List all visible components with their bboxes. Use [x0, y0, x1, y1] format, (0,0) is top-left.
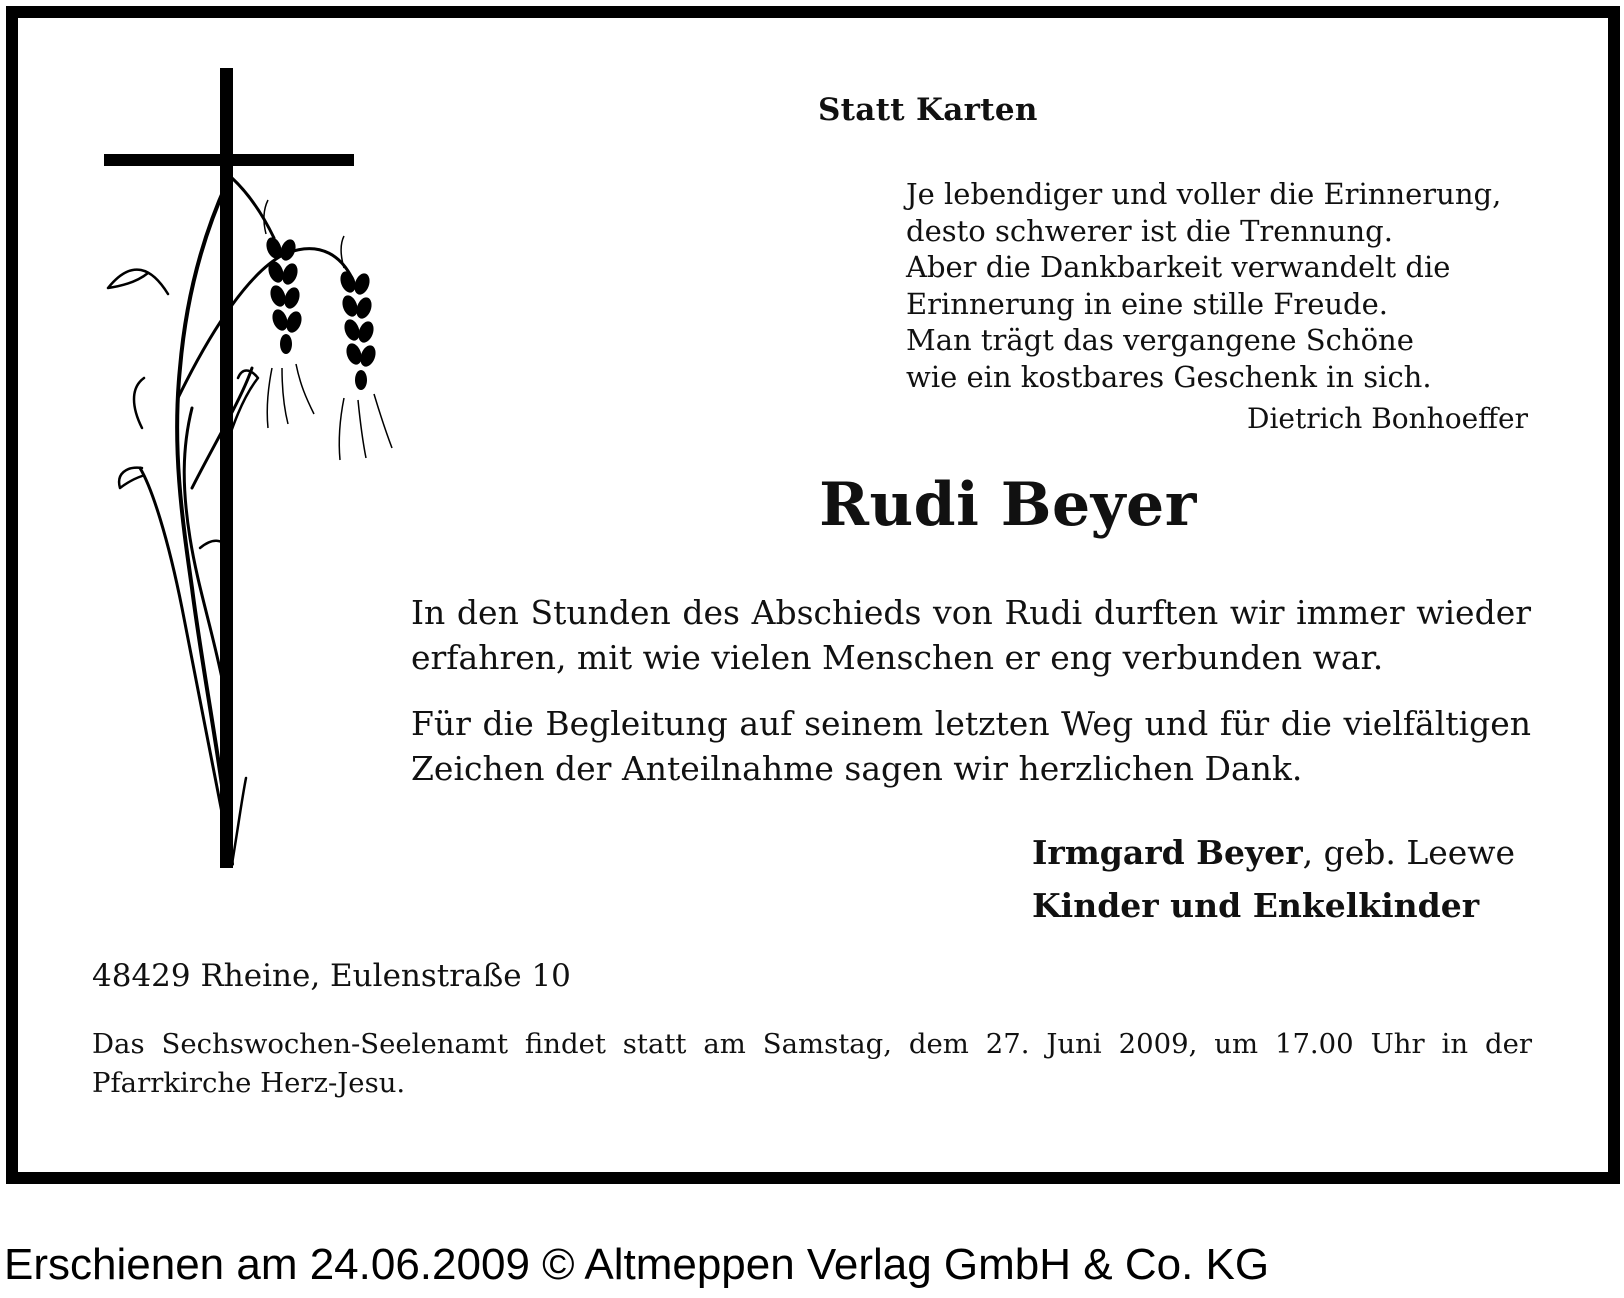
signature-family-line	[1032, 879, 1515, 932]
obituary-frame	[6, 6, 1620, 1184]
poem-line: desto schwerer ist die Trennung.	[906, 213, 1393, 248]
poem-line: Erinnerung in eine stille Freude.	[906, 286, 1388, 321]
obituary-notice	[18, 18, 1608, 1172]
poem-author: Dietrich Bonhoeffer	[1247, 402, 1528, 435]
message-paragraph: In den Stunden des Abschieds von Rudi durften wir immer wieder erfahren, mit wie vielen Menschen er eng verbunden war.	[411, 593, 1531, 677]
notice-heading: Statt Karten	[818, 92, 1038, 128]
publication-footer: Erschienen am 24.06.2009 © Altmeppen Verlag GmbH & Co. KG	[4, 1240, 1270, 1289]
signature-family: Kinder und Enkelkinder	[1032, 886, 1480, 925]
signature	[1032, 826, 1515, 932]
signature-name-line	[1032, 826, 1515, 879]
poem-line: Man trägt das vergangene Schöne	[906, 323, 1414, 357]
message-paragraph: Für die Begleitung auf seinem letzten Weg und für die vielfältigen Zeichen der Anteilnahme sagen wir herzlichen Dank.	[411, 704, 1531, 788]
poem-line: Aber die Dankbarkeit verwandelt die	[906, 250, 1451, 284]
signature-name: Irmgard Beyer	[1032, 833, 1303, 872]
deceased-name: Rudi Beyer	[819, 470, 1197, 540]
address: 48429 Rheine, Eulenstraße 10	[92, 958, 571, 994]
signature-name-suffix: , geb. Leewe	[1302, 833, 1516, 872]
poem-line: wie ein kostbares Geschenk in sich.	[906, 359, 1432, 394]
poem	[906, 176, 1526, 395]
poem-line: Je lebendiger und voller die Erinnerung,	[906, 177, 1502, 211]
service-info: Das Sechswochen-Seelenamt findet statt am Samstag, dem 27. Juni 2009, um 17.00 Uhr in der Pfarrkirche Herz-Jesu.	[92, 1028, 1532, 1099]
